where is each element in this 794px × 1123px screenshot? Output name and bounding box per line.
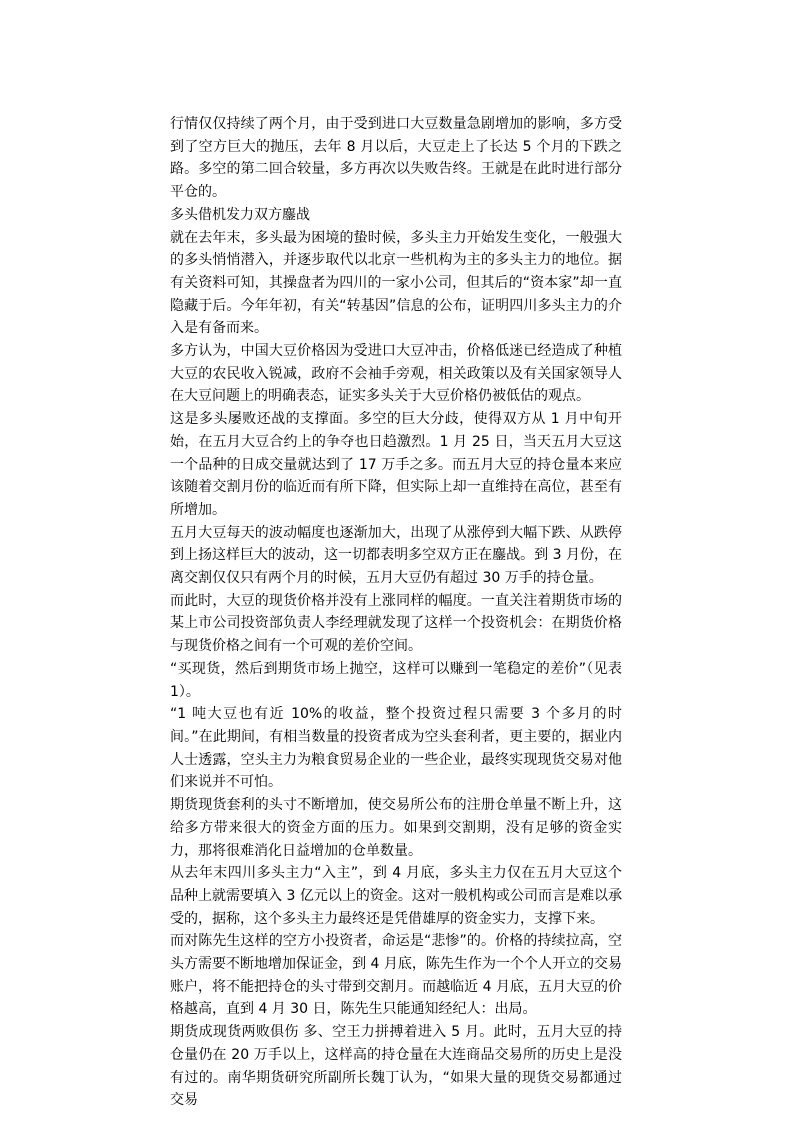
paragraph-5: 五月大豆每天的波动幅度也逐渐加大，出现了从涨停到大幅下跌、从跌停到上扬这样巨大的波动，这一切都表明多空双方正在鏖战。到 3 月份，在离交割仅仅只有两个月的时候，五月大豆仍有超过 30 万手的持仓量。: [170, 524, 622, 587]
paragraph-12: 期货成现货两败俱伤 多、空王力拼搏着进入 5 月。此时，五月大豆的持仓量仍在 20 万手以上，这样高的持仓量在大连商品交易所的历史上是没有过的。南华期货研究所副所长魏丁认为，“如果大量的现货交易都通过交易: [170, 1024, 622, 1109]
paragraph-1: 行情仅仅持续了两个月，由于受到进口大豆数量急剧增加的影响，多方受到了空方巨大的抛压，去年 8 月以后，大豆走上了长达 5 个月的下跌之路。多空的第二回合较量，多方再次以失败告终。王就是在此时进行部分平仓的。: [170, 116, 622, 201]
paragraph-9: 期货现货套利的头寸不断增加，使交易所公布的注册仓单量不断上升，这给多方带来很大的资金方面的压力。如果到交割期，没有足够的资金实力，那将很难消化日益增加的仓单数量。: [170, 797, 622, 859]
paragraph-8: “1 吨大豆也有近 10%的收益，整个投资过程只需要 3 个多月的时间。”在此期间，有相当数量的投资者成为空头套利者，更主要的，据业内人士透露，空头主力为粮食贸易企业的一些企业，最终实现现货交易对他们来说并不可怕。: [170, 706, 622, 791]
paragraph-6: 而此时，大豆的现货价格并没有上涨同样的幅度。一直关注着期货市场的某上市公司投资部负责人李经理就发现了这样一个投资机会：在期货价格与现货价格之间有一个可观的差价空间。: [170, 592, 622, 655]
section-heading: 多头借机发力双方鏖战: [170, 206, 310, 223]
paragraph-11: 而对陈先生这样的空方小投资者，命运是“悲惨”的。价格的持续拉高，空头方需要不断地增加保证金，到 4 月底，陈先生作为一个个人开立的交易账户，将不能把持仓的头寸带到交割月。而越临近 4 月底，五月大豆的价格越高，直到 4 月 30 日，陈先生只能通知经纪人：出局。: [170, 933, 622, 1018]
paragraph-10: 从去年末四川多头主力“入主”，到 4 月底，多头主力仅在五月大豆这个品种上就需要填入 3 亿元以上的资金。这对一般机构或公司而言是难以承受的，据称，这个多头主力最终还是凭借雄厚的资金实力，支撑下来。: [170, 865, 622, 927]
paragraph-2: 就在去年末，多头最为困境的蛰时候，多头主力开始发生变化，一般强大的多头悄悄潜入，并逐步取代以北京一些机构为主的多头主力的地位。据有关资料可知，其操盘者为四川的一家小公司，但其后的“资本家”却一直隐藏于后。今年年初，有关“转基因”信息的公布，证明四川多头主力的介入是有备而来。: [170, 229, 622, 337]
paragraph-7: “买现货，然后到期货市场上抛空，这样可以赚到一笔稳定的差价”（见表 1）。: [170, 660, 622, 700]
paragraph-3: 多方认为，中国大豆价格因为受进口大豆冲击，价格低迷已经造成了种植大豆的农民收入锐减，政府不会袖手旁观，相关政策以及有关国家领导人在大豆问题上的明确表态，证实多头关于大豆价格仍被低估的观点。: [170, 343, 622, 405]
article-body: [170, 113, 622, 1112]
paragraph-4: 这是多头屡败还战的支撑面。多空的巨大分歧，使得双方从 1 月中旬开始，在五月大豆合约上的争夺也日趋激烈。1 月 25 日，当天五月大豆这一个品种的日成交量就达到了 17 万手之多。而五月大豆的持仓量本来应该随着交割月份的临近而有所下降，但实际上却一直维持在高位，甚至有所增加。: [170, 411, 622, 518]
